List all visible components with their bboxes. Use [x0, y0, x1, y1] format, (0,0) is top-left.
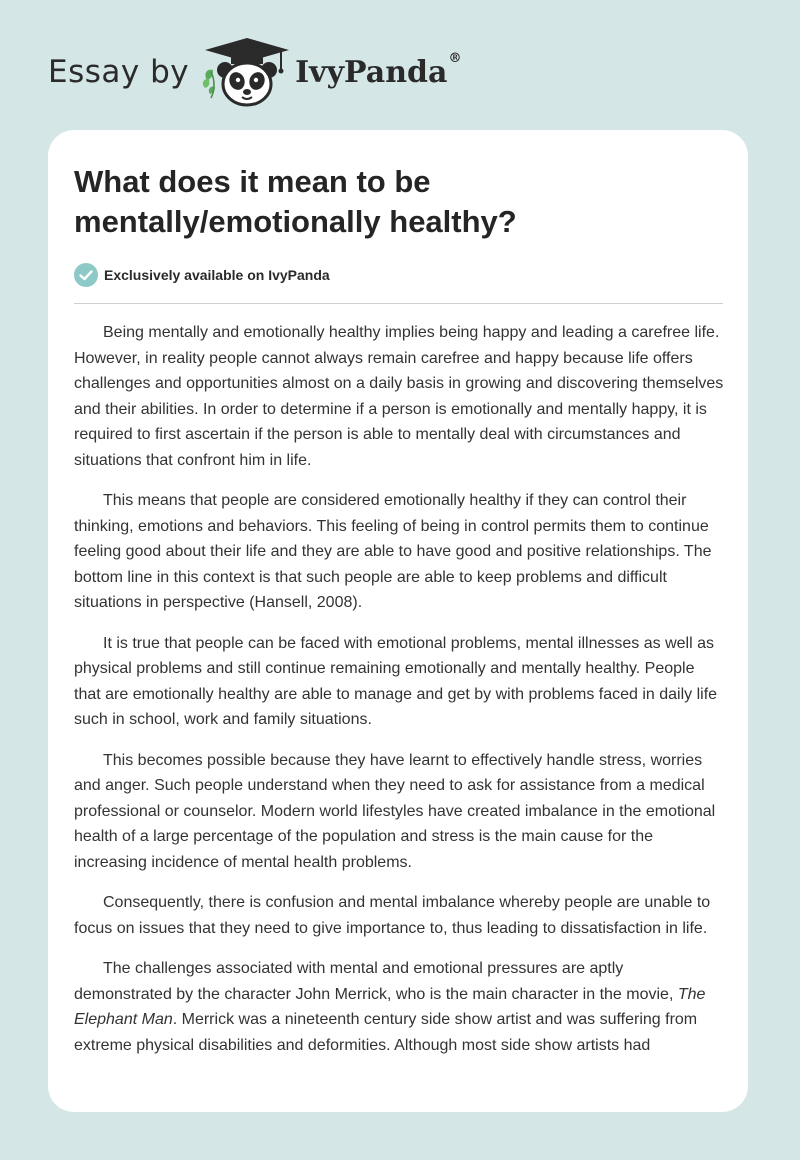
exclusive-badge [74, 262, 330, 288]
registered-mark: ® [448, 50, 462, 66]
paragraph-6-tail: . Merrick was a nineteenth century side show artist and was suffering from extreme physical disabilities and deformities. Although most side show artists had [74, 1011, 698, 1054]
site-header [48, 36, 461, 108]
movie-title: The Elephant Man [74, 985, 706, 1028]
essay-body [74, 320, 724, 1073]
essay-paragraph-6 [74, 956, 724, 1058]
essay-by-label: Essay by [48, 54, 190, 90]
essay-paragraph-4: This becomes possible because they have learnt to effectively handle stress, worries and anger. Such people understand when they need to ask for assistance from a medical professional or counselor. Modern world lifestyles have created imbalance in the emotional health of a large percentage of the population and stress is the main cause for the increasing incidence of mental health problems. [74, 751, 716, 871]
essay-card [48, 130, 748, 1112]
check-circle-icon [74, 263, 98, 287]
paragraph-6-lead: The challenges associated with mental and emotional pressures are aptly demonstrated by the character John Merrick, who is the main character in the movie, [74, 960, 678, 1003]
title-divider [74, 303, 723, 304]
essay-title: What does it mean to be mentally/emotionally healthy? [74, 164, 517, 239]
essay-paragraph-5: Consequently, there is confusion and mental imbalance whereby people are unable to focus on issues that they need to give importance to, thus leading to dissatisfaction in life. [74, 894, 711, 937]
ivypanda-wordmark[interactable]: IvyPanda® [295, 50, 462, 90]
essay-paragraph-1: Being mentally and emotionally healthy implies being happy and leading a carefree life. However, in reality people cannot always remain carefree and happy because life offers challenges and opportunities almost on a daily basis in growing and discovering themselves and their abilities. In order to determine if a person is emotionally and mentally happy, it is required to first ascertain if the person is able to mentally deal with circumstances and situations that confront him in life. [74, 324, 724, 469]
essay-paragraph-2: This means that people are considered emotionally healthy if they can control their thinking, emotions and behaviors. This feeling of being in control permits them to continue feeling good about their life and they are able to have good and positive relationships. The bottom line in this context is that such people are able to keep problems and difficult situations in perspective (Hansell, 2008). [74, 492, 712, 611]
exclusive-badge-text: Exclusively available on IvyPanda [104, 267, 330, 283]
panda-graduate-logo-icon[interactable] [201, 36, 293, 108]
essay-paragraph-3: It is true that people can be faced with emotional problems, mental illnesses as well as physical problems and still continue remaining emotionally and mentally healthy. People that are emotionally healthy are able to manage and get by with problems faced in daily life such in school, work and family situations. [74, 634, 718, 728]
